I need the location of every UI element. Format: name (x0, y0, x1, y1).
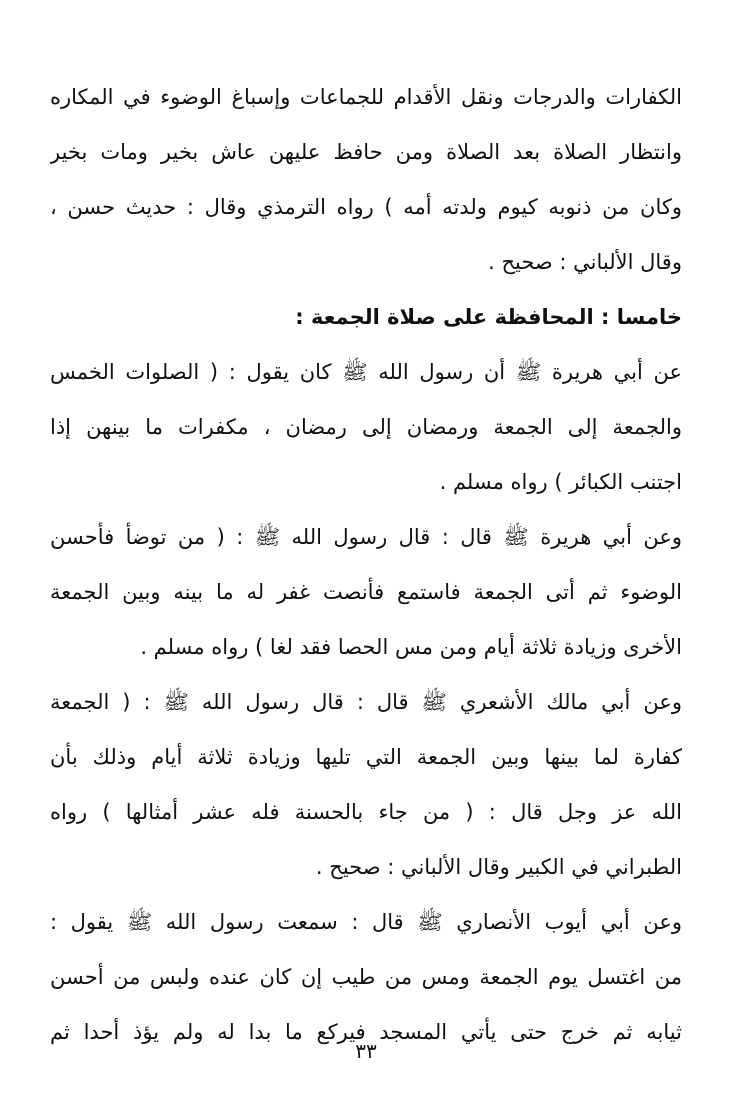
text-line: الكفارات والدرجات ونقل الأقدام للجماعات وإسباغ الوضوء في المكاره (50, 85, 682, 109)
text-line: وعن أبي مالك الأشعري ﷺ قال : قال رسول الله ﷺ : ( الجمعة (50, 690, 682, 714)
body-text (50, 70, 682, 1060)
text-line: من اغتسل يوم الجمعة ومس من طيب إن كان عنده ولبس من أحسن (50, 965, 682, 989)
text-line: عن أبي هريرة ﷺ أن رسول الله ﷺ كان يقول : ( الصلوات الخمس (50, 360, 682, 384)
text-line: والجمعة إلى الجمعة ورمضان إلى رمضان ، مكفرات ما بينهن إذا (50, 415, 682, 439)
text-line: الطبراني في الكبير وقال الألباني : صحيح . (315, 855, 682, 879)
text-line: وكان من ذنوبه كيوم ولدته أمه ) رواه الترمذي وقال : حديث حسن ، (50, 195, 682, 219)
text-line: كفارة لما بينها وبين الجمعة التي تليها وزيادة ثلاثة أيام وذلك بأن (50, 745, 682, 769)
text-line: الوضوء ثم أتى الجمعة فاستمع فأنصت غفر له ما بينه وبين الجمعة (50, 580, 682, 604)
text-line: ثيابه ثم خرج حتى يأتي المسجد فيركع ما بدا له ولم يؤذ أحدا ثم (50, 1020, 682, 1044)
text-line: اجتنب الكبائر ) رواه مسلم . (439, 470, 682, 494)
text-line: وعن أبي هريرة ﷺ قال : قال رسول الله ﷺ : ( من توضأ فأحسن (50, 525, 682, 549)
text-line: الأخرى وزيادة ثلاثة أيام ومن مس الحصا فقد لغا ) رواه مسلم . (140, 635, 682, 659)
text-line: الله عز وجل قال : ( من جاء بالحسنة فله عشر أمثالها ) رواه (50, 800, 682, 824)
section-heading: خامسا : المحافظة على صلاة الجمعة : (295, 305, 682, 329)
text-line: وانتظار الصلاة بعد الصلاة ومن حافظ عليهن عاش بخير ومات بخير (50, 140, 682, 164)
text-line: وعن أبي أيوب الأنصاري ﷺ قال : سمعت رسول الله ﷺ يقول : (50, 910, 682, 934)
page-number: ٣٣ (355, 1039, 377, 1063)
text-line: وقال الألباني : صحيح . (488, 250, 682, 274)
